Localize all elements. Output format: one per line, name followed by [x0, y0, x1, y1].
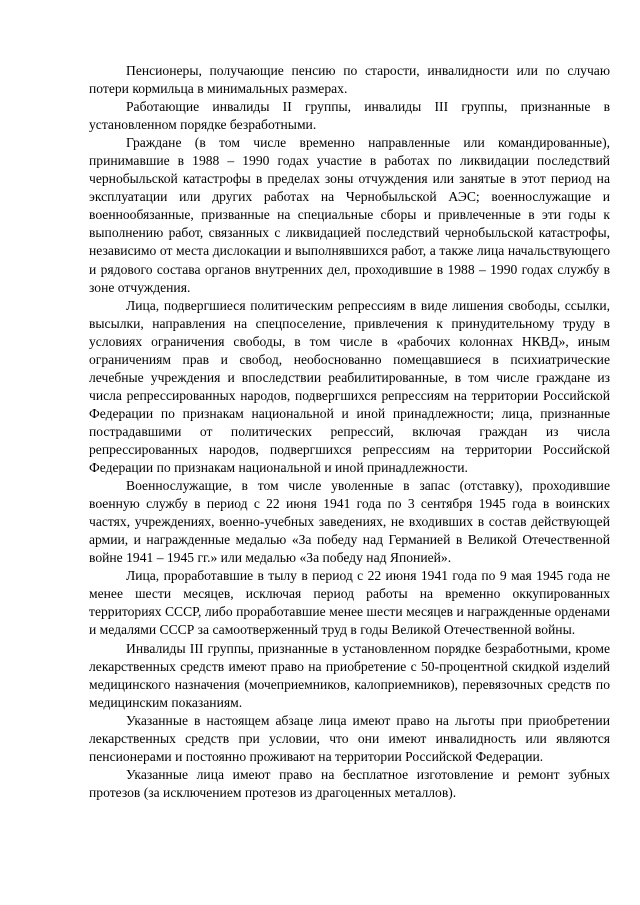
- document-page: [89, 62, 610, 802]
- paragraph-group-iii-medical-products: Инвалиды III группы, признанные в установленном порядке безработными, кроме лекарственных средств имеют право на приобретение с 50-процентной скидкой изделий медицинского назначения (мочеприемников, калоприемников), перевязочных средств по медицинским показаниям.: [89, 640, 610, 710]
- paragraph-disabled-unemployed: Работающие инвалиды II группы, инвалиды III группы, признанные в установленном порядке безработными.: [89, 99, 610, 133]
- paragraph-pensioners: Пенсионеры, получающие пенсию по старости, инвалидности или по случаю потери кормильца в минимальных размерах.: [89, 63, 610, 97]
- paragraph-home-front-workers: Лица, проработавшие в тылу в период с 22 июня 1941 года по 9 мая 1945 года не менее шести месяцев, исключая период работы на временно оккупированных территориях СССР, либо проработавшие менее шести месяцев и награжденные орденами и медалями СССР за самоотверженный труд в годы Великой Отечественной войны.: [89, 568, 610, 638]
- paragraph-repressed-persons: Лица, подвергшиеся политическим репрессиям в виде лишения свободы, ссылки, высылки, направления на спецпоселение, привлечения к принудительному труду в условиях ограничения свободы, в том числе в «рабочих колоннах НКВД», иным ограничениям прав и свобод, необоснованно помещавшиеся в психиатрические лечебные учреждения и впоследствии реабилитированные, в том числе граждане из числа репрессированных народов, подвергшихся репрессиям на территории Российской Федерации по признакам национальной и иной принадлежности; лица, признанные пострадавшими от политических репрессий, включая граждан из числа репрессированных народов, подвергшихся репрессиям на территории Российской Федерации по признакам национальной и иной принадлежности.: [89, 297, 610, 476]
- paragraph-dental-prosthetics: Указанные лица имеют право на бесплатное изготовление и ремонт зубных протезов (за исключением протезов из драгоценных металлов).: [89, 766, 610, 800]
- paragraph-benefit-conditions: Указанные в настоящем абзаце лица имеют право на льготы при приобретении лекарственных средств при условии, что они имеют инвалидность или являются пенсионерами и постоянно проживают на территории Российской Федерации.: [89, 712, 610, 764]
- paragraph-chernobyl-liquidators: Граждане (в том числе временно направленные или командированные), принимавшие в 1988 – 1990 годах участие в работах по ликвидации последствий чернобыльской катастрофы в пределах зоны отчуждения или занятые в этот период на эксплуатации или других работах на Чернобыльской АЭС; военнослужащие и военнообязанные, призванные на специальные сборы и привлеченные в эти годы к выполнению работ, связанных с ликвидацией последствий чернобыльской катастрофы, независимо от места дислокации и выполнявшихся работ, а также лица начальствующего и рядового состава органов внутренних дел, проходившие в 1988 – 1990 годах службу в зоне отчуждения.: [89, 135, 610, 295]
- paragraph-military-servicemen: Военнослужащие, в том числе уволенные в запас (отставку), проходившие военную службу в период с 22 июня 1941 года по 3 сентября 1945 года в воинских частях, учреждениях, военно-учебных заведениях, не входивших в состав действующей армии, и награжденные медалью «За победу над Германией в Великой Отечественной войне 1941 – 1945 гг.» или медалью «За победу над Японией».: [89, 478, 610, 566]
